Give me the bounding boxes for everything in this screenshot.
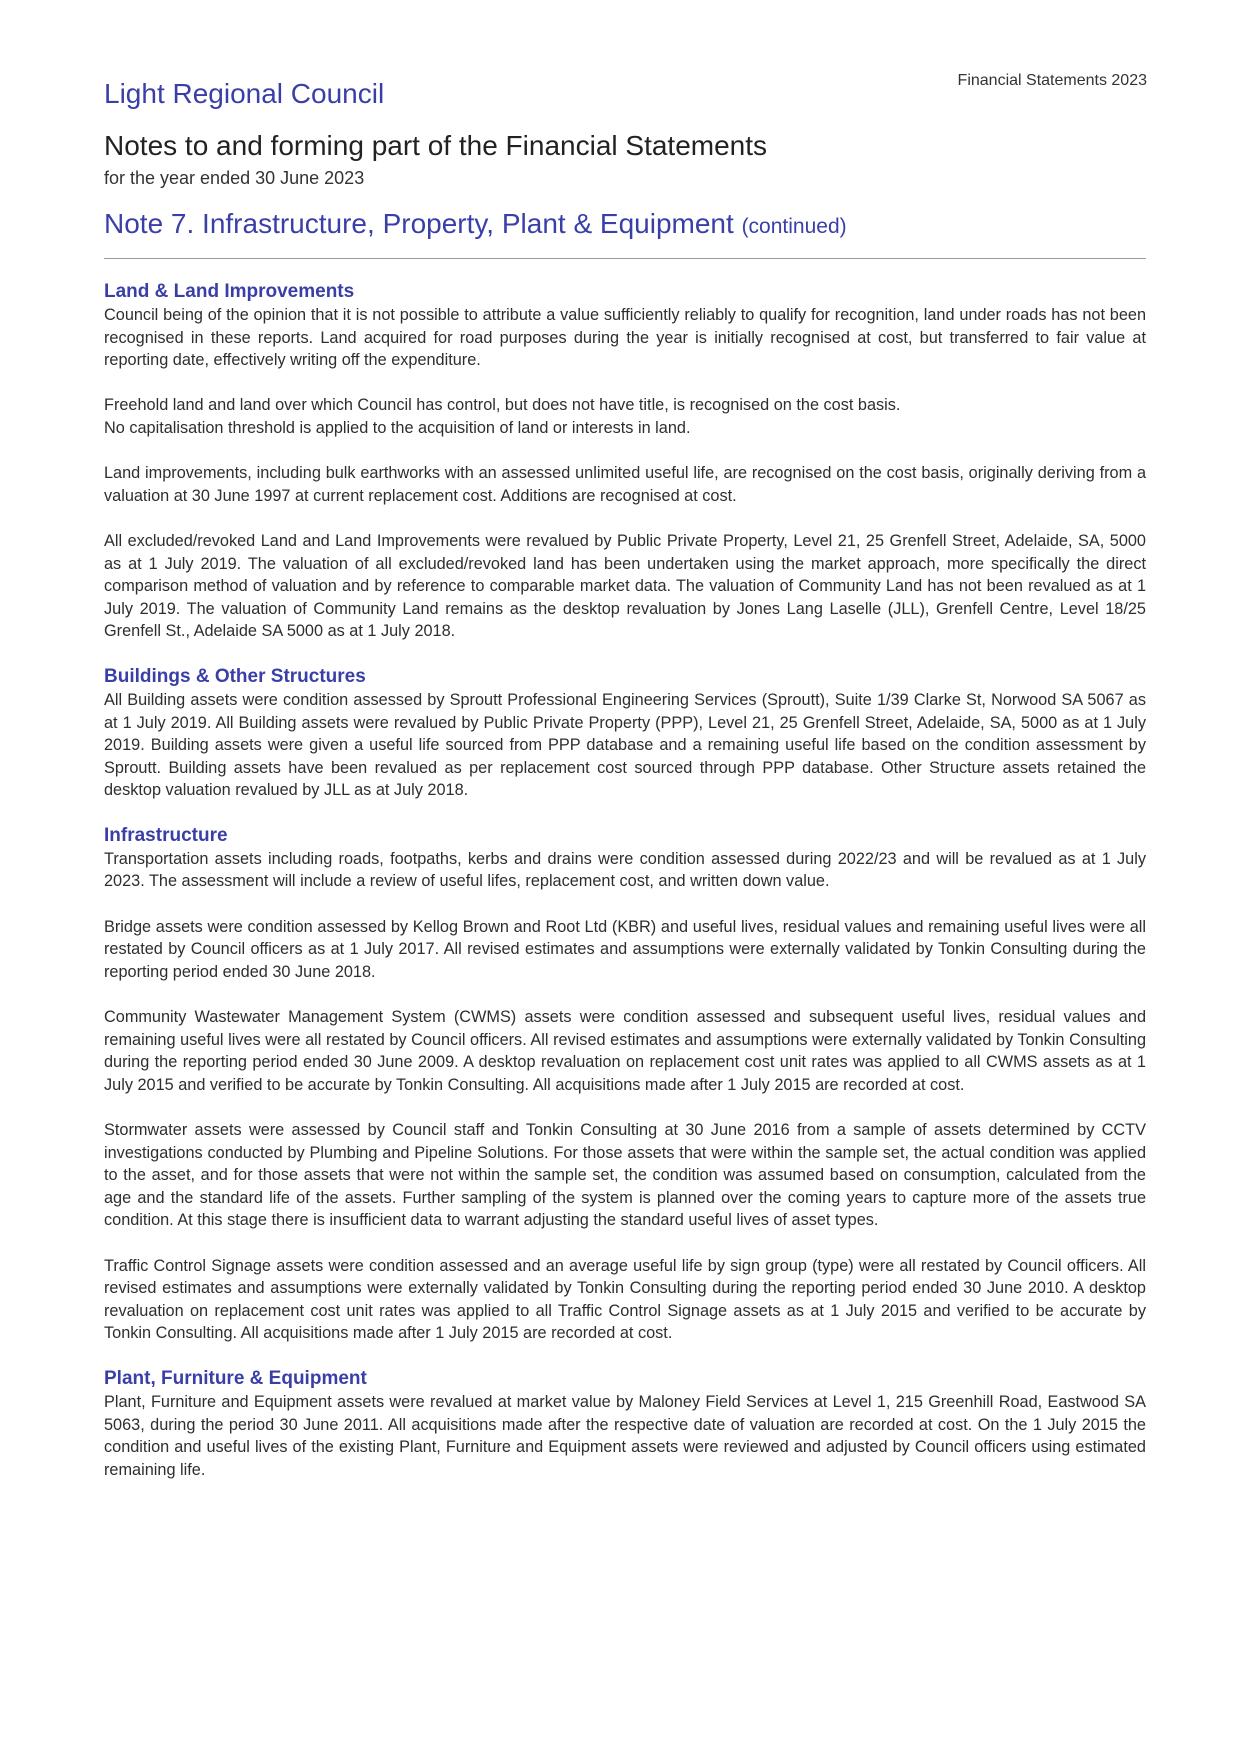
paragraph: Plant, Furniture and Equipment assets were revalued at market value by Maloney Field Services at Level 1, 215 Greenhill Road, Eastwood SA 5063, during the period 30 June 2011. All acquisitions made after the respective date of valuation are recorded at cost. On the 1 July 2015 the condition and useful lives of the existing Plant, Furniture and Equipment assets were reviewed and adjusted by Council officers using estimated remaining life. <box>104 1392 1146 1479</box>
section-buildings <box>104 665 1146 802</box>
section-title-buildings: Buildings & Other Structures <box>104 665 366 687</box>
note-heading-suffix: (continued) <box>741 215 847 238</box>
paragraph: Land improvements, including bulk earthworks with an assessed unlimited useful life, are recognised on the cost basis, originally deriving from a valuation at 30 June 1997 at current replacement cost. Additions are recognised at cost. <box>104 464 1146 505</box>
document-body <box>104 280 1146 1481</box>
paragraph: Freehold land and land over which Council has control, but does not have title, is recognised on the cost basis. <box>104 396 901 415</box>
note-heading <box>104 208 847 240</box>
paragraph: Community Wastewater Management System (CWMS) assets were condition assessed and subsequent useful lives, residual values and remaining useful lives were all restated by Council officers. All revised estimates and assumptions were externally validated by Tonkin Consulting during the reporting period ended 30 June 2009. A desktop revaluation on replacement cost unit rates was applied to all CWMS assets as at 1 July 2015 and verified to be accurate by Tonkin Consulting. All acquisitions made after 1 July 2015 are recorded at cost. <box>104 1008 1146 1094</box>
paragraph: Transportation assets including roads, footpaths, kerbs and drains were condition assessed during 2022/23 and will be revalued as at 1 July 2023. The assessment will include a review of useful lifes, replacement cost, and written down value. <box>104 849 1146 891</box>
document-label: Financial Statements 2023 <box>957 72 1147 89</box>
paragraph: Stormwater assets were assessed by Council staff and Tonkin Consulting at 30 June 2016 from a sample of assets determined by CCTV investigations conducted by Plumbing and Pipeline Solutions. For those assets that were within the sample set, the actual condition was applied to the asset, and for those assets that were not within the sample set, the condition was assumed based on consumption, calculated from the age and the standard life of the assets. Further sampling of the system is planned over the coming years to capture more of the assets true condition. At this stage there is insufficient data to warrant adjusting the standard useful lives of asset types. <box>104 1121 1146 1230</box>
section-plant <box>104 1367 1146 1481</box>
paragraph: Council being of the opinion that it is not possible to attribute a value sufficiently reliably to qualify for recognition, land under roads has not been recognised in these reports. Land acquired for road purposes during the year is initially recognised at cost, but transferred to fair value at reporting date, effectively writing off the expenditure. <box>104 306 1146 370</box>
section-title-land: Land & Land Improvements <box>104 281 355 302</box>
header-divider <box>104 258 1146 259</box>
paragraph: All excluded/revoked Land and Land Improvements were revalued by Public Private Property, Level 21, 25 Grenfell Street, Adelaide, SA, 5000 as at 1 July 2019. The valuation of all excluded/revoked land has been undertaken using the market approach, more specifically the direct comparison method of valuation and by reference to comparable market data. The valuation of Community Land has not been revalued as at 1 July 2019. The valuation of Community Land remains as the desktop revaluation by Jones Lang Laselle (JLL), Grenfell Centre, Level 18/25 Grenfell St., Adelaide SA 5000 as at 1 July 2018. <box>104 531 1146 641</box>
note-heading-text: Note 7. Infrastructure, Property, Plant & Equipment <box>104 208 734 239</box>
section-title-infrastructure: Infrastructure <box>104 824 228 846</box>
paragraph: No capitalisation threshold is applied to the acquisition of land or interests in land. <box>104 418 691 437</box>
page-title: Notes to and forming part of the Financial Statements <box>104 130 768 161</box>
organisation-name: Light Regional Council <box>104 78 385 109</box>
paragraph: Traffic Control Signage assets were condition assessed and an average useful life by sign group (type) were all restated by Council officers. All revised estimates and assumptions were externally validated by Tonkin Consulting during the reporting period ended 30 June 2010. A desktop revaluation on replacement cost unit rates was applied to all Traffic Control Signage assets as at 1 July 2015 and verified to be accurate by Tonkin Consulting. All acquisitions made after 1 July 2015 are recorded at cost. <box>104 1256 1146 1343</box>
paragraph: All Building assets were condition assessed by Sproutt Professional Engineering Services (Sproutt), Suite 1/39 Clarke St, Norwood SA 5067 as at 1 July 2019. All Building assets were revalued by Public Private Property (PPP), Level 21, 25 Grenfell Street, Adelaide, SA, 5000 as at 1 July 2019. Building assets were given a useful life sourced from PPP database and a remaining useful life based on the condition assessment by Sproutt. Building assets have been revalued as per replacement cost sourced through PPP database. Other Structure assets retained the desktop valuation revalued by JLL as at July 2018. <box>104 690 1146 800</box>
page-subtitle: for the year ended 30 June 2023 <box>104 168 365 188</box>
section-infrastructure <box>104 824 1146 1345</box>
paragraph: Bridge assets were condition assessed by Kellog Brown and Root Ltd (KBR) and useful lives, residual values and remaining useful lives were all restated by Council officers as at 1 July 2017. All revised estimates and assumptions were externally validated by Tonkin Consulting during the reporting period ended 30 June 2018. <box>104 917 1146 981</box>
section-title-plant: Plant, Furniture & Equipment <box>104 1367 367 1389</box>
section-land <box>104 280 1146 643</box>
